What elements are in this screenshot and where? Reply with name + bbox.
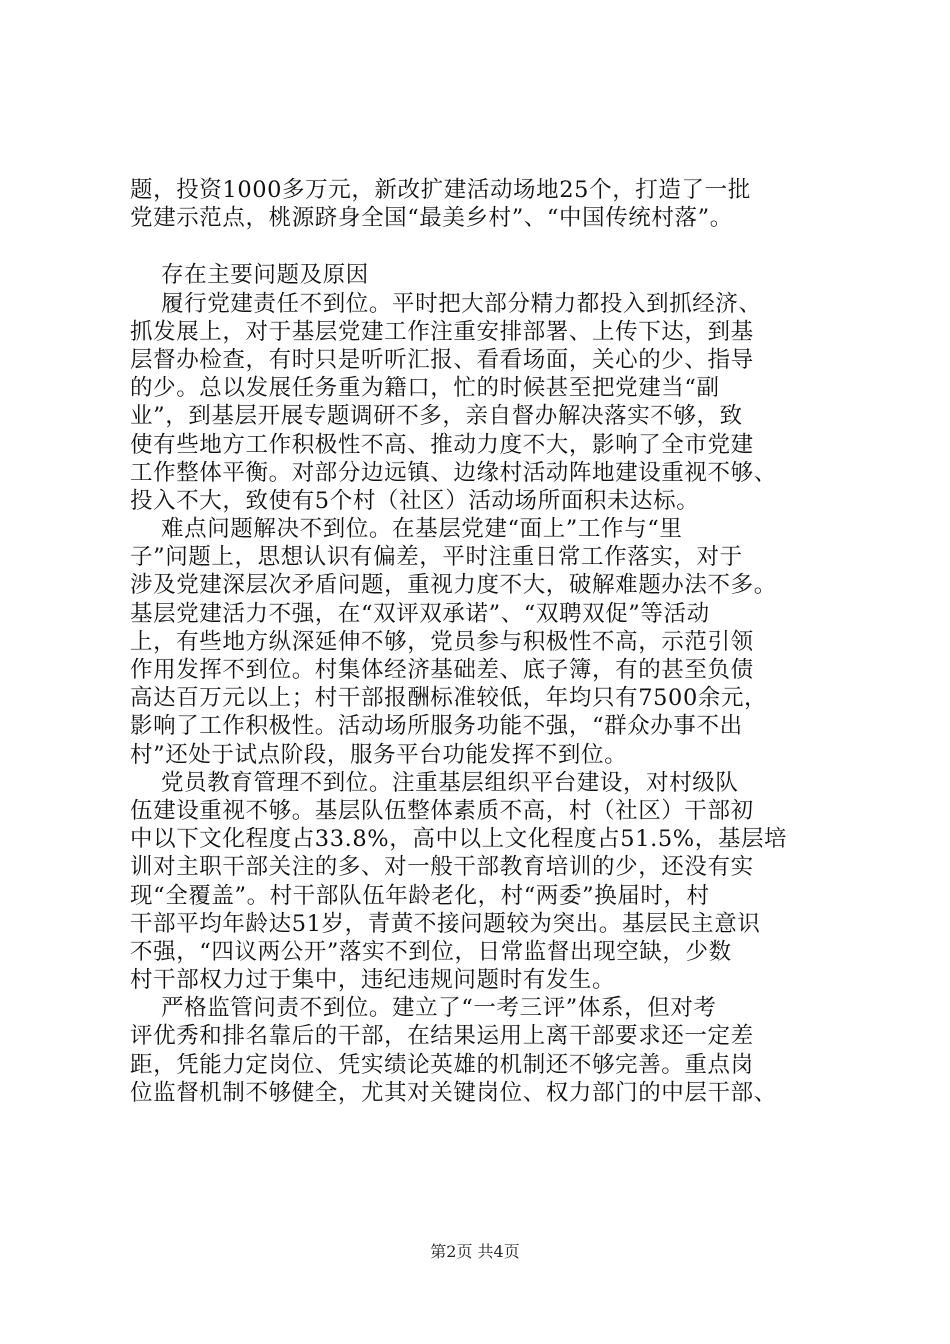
- text-line: 干部平均年龄达51岁，青黄不接问题较为突出。基层民主意识: [130, 910, 761, 937]
- text-line: 严格监管问责不到位。建立了“一考三评”体系，但对考: [130, 995, 717, 1022]
- text-line: 层督办检查，有时只是听听汇报、看看场面，关心的少、指导: [130, 346, 754, 373]
- text-line: 上，有些地方纵深延伸不够，党员参与积极性不高，示范引领: [130, 628, 754, 655]
- text-line: 投入不大，致使有5个村（社区）活动场所面积未达标。: [130, 487, 700, 514]
- document-body: [130, 176, 836, 1107]
- text-line: 涉及党建深层次矛盾问题，重视力度不大，破解难题办法不多。: [130, 572, 777, 599]
- text-line: 不强，“四议两公开”落实不到位，日常监督出现空缺，少数: [130, 938, 732, 965]
- blank-line: [130, 232, 836, 261]
- paragraph-education: [130, 769, 836, 995]
- text-line: 距，凭能力定岗位、凭实绩论英雄的机制还不够完善。重点岗: [130, 1051, 754, 1078]
- paragraph-difficulties: [130, 515, 836, 769]
- page-indicator: 第2页 共4页: [430, 1242, 520, 1261]
- text-line: 使有些地方工作积极性不高、推动力度不大，影响了全市党建: [130, 431, 754, 458]
- text-line: 作用发挥不到位。村集体经济基础差、底子簿，有的甚至负债: [130, 657, 754, 683]
- text-line: 工作整体平衡。对部分边远镇、边缘村活动阵地建设重视不够、: [130, 459, 777, 486]
- text-line: 难点问题解决不到位。在基层党建“面上”工作与“里: [130, 516, 683, 543]
- text-line: 子”问题上，思想认识有偏差，平时注重日常工作落实，对于: [130, 544, 743, 571]
- text-line: 基层党建活力不强，在“双评双承诺”、“双聘双促”等活动: [130, 600, 710, 627]
- text-line: 党建示范点，桃源跻身全国“最美乡村”、“中国传统村落”。: [130, 205, 733, 232]
- text-line: 村干部权力过于集中，违纪违规问题时有发生。: [130, 967, 616, 994]
- text-line: 训对主职干部关注的多、对一般干部教育培训的少，还没有实: [130, 854, 754, 881]
- text-line: 伍建设重视不够。基层队伍整体素质不高，村（社区）干部初: [130, 797, 754, 824]
- text-line: 村”还处于试点阶段，服务平台功能发挥不到位。: [130, 741, 628, 768]
- text-line: 的少。总以发展任务重为籍口，忙的时候甚至把党建当“副: [130, 375, 720, 402]
- text-line: 高达百万元以上；村干部报酬标准较低，年均只有7500余元，: [130, 685, 768, 712]
- text-line: 抓发展上，对于基层党建工作注重安排部署、上传下达，到基: [130, 318, 754, 345]
- text-line: 中以下文化程度占33.8%，高中以上文化程度占51.5%，基层培: [130, 826, 788, 853]
- text-line: 评优秀和排名靠后的干部，在结果运用上离干部要求还一定差: [130, 1023, 754, 1050]
- text-line: 现“全覆盖”。村干部队伍年龄老化，村“两委”换届时，村: [130, 882, 710, 909]
- section-heading: 存在主要问题及原因: [130, 262, 369, 289]
- intro-block: [130, 176, 836, 232]
- text-line: 业”，到基层开展专题调研不多，亲自督办解决落实不够，致: [130, 403, 743, 430]
- paragraph-responsibility: [130, 290, 836, 516]
- text-line: 影响了工作积极性。活动场所服务功能不强，“群众办事不出: [130, 713, 743, 740]
- paragraph-supervision: [130, 994, 836, 1107]
- page-footer: [0, 1242, 950, 1262]
- text-line: 位监督机制不够健全，尤其对关键岗位、权力部门的中层干部、: [130, 1079, 777, 1106]
- text-line: 党员教育管理不到位。注重基层组织平台建设，对村级队: [130, 769, 739, 796]
- text-line: 题，投资1000多万元，新改扩建活动场地25个，打造了一批: [130, 177, 751, 203]
- text-line: 履行党建责任不到位。平时把大部分精力都投入到抓经济、: [130, 290, 762, 317]
